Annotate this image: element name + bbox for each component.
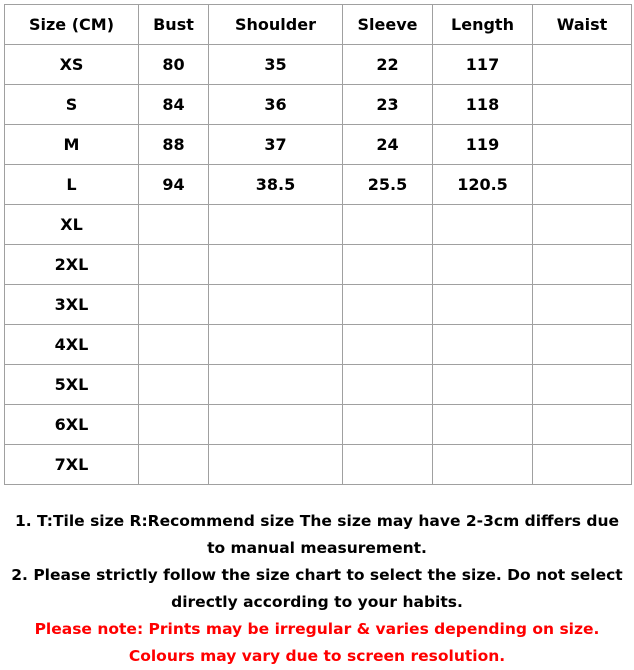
table-row (5, 85, 632, 125)
header-size: Size (CM) (5, 5, 139, 45)
cell-bust (139, 445, 209, 485)
cell-waist (533, 365, 632, 405)
cell-sleeve: 25.5 (343, 165, 433, 205)
cell-waist (533, 245, 632, 285)
cell-sleeve (343, 205, 433, 245)
note-measurement: 1. T:Tile size R:Recommend size The size may have 2-3cm differs due to manual measurement. (14, 512, 620, 557)
table-header-row (5, 5, 632, 45)
table-row (5, 445, 632, 485)
cell-waist (533, 165, 632, 205)
cell-length (433, 365, 533, 405)
cell-size: S (5, 85, 139, 125)
cell-waist (533, 205, 632, 245)
header-bust: Bust (139, 5, 209, 45)
cell-length (433, 205, 533, 245)
cell-size: 2XL (5, 245, 139, 285)
warning-prints: Please note: Prints may be irregular & varies depending on size. (34, 620, 600, 638)
cell-shoulder: 37 (209, 125, 343, 165)
cell-shoulder (209, 325, 343, 365)
cell-waist (533, 405, 632, 445)
header-sleeve: Sleeve (343, 5, 433, 45)
cell-bust (139, 325, 209, 365)
cell-size: 5XL (5, 365, 139, 405)
cell-sleeve: 22 (343, 45, 433, 85)
cell-size: XL (5, 205, 139, 245)
cell-length: 118 (433, 85, 533, 125)
cell-length: 119 (433, 125, 533, 165)
table-row (5, 205, 632, 245)
warning-colours: Colours may vary due to screen resolution. (128, 647, 506, 665)
cell-waist (533, 445, 632, 485)
table-row (5, 165, 632, 205)
cell-size: XS (5, 45, 139, 85)
cell-size: 7XL (5, 445, 139, 485)
cell-waist (533, 325, 632, 365)
cell-bust (139, 405, 209, 445)
cell-sleeve (343, 285, 433, 325)
cell-waist (533, 45, 632, 85)
table-row (5, 245, 632, 285)
cell-bust (139, 285, 209, 325)
table-row (5, 325, 632, 365)
cell-bust (139, 365, 209, 405)
cell-size: L (5, 165, 139, 205)
note-follow-chart: 2. Please strictly follow the size chart to select the size. Do not select directly according to your habits. (11, 566, 623, 611)
cell-length (433, 245, 533, 285)
cell-sleeve (343, 245, 433, 285)
cell-waist (533, 285, 632, 325)
cell-length (433, 285, 533, 325)
table-row (5, 125, 632, 165)
cell-bust: 94 (139, 165, 209, 205)
cell-sleeve (343, 405, 433, 445)
cell-shoulder: 35 (209, 45, 343, 85)
header-length: Length (433, 5, 533, 45)
cell-shoulder (209, 405, 343, 445)
cell-waist (533, 85, 632, 125)
size-notes (0, 508, 634, 670)
cell-length (433, 445, 533, 485)
cell-size: M (5, 125, 139, 165)
cell-bust: 88 (139, 125, 209, 165)
size-chart-table (4, 4, 632, 485)
cell-bust: 80 (139, 45, 209, 85)
cell-length (433, 325, 533, 365)
table-row (5, 285, 632, 325)
table-body (5, 45, 632, 485)
header-shoulder: Shoulder (209, 5, 343, 45)
cell-shoulder (209, 445, 343, 485)
cell-sleeve: 24 (343, 125, 433, 165)
cell-bust: 84 (139, 85, 209, 125)
cell-sleeve (343, 445, 433, 485)
cell-shoulder: 38.5 (209, 165, 343, 205)
table-row (5, 405, 632, 445)
cell-waist (533, 125, 632, 165)
cell-length: 120.5 (433, 165, 533, 205)
cell-bust (139, 205, 209, 245)
cell-sleeve: 23 (343, 85, 433, 125)
cell-bust (139, 245, 209, 285)
cell-sleeve (343, 325, 433, 365)
cell-shoulder (209, 365, 343, 405)
cell-sleeve (343, 365, 433, 405)
cell-shoulder (209, 285, 343, 325)
header-waist: Waist (533, 5, 632, 45)
table-row (5, 45, 632, 85)
cell-size: 6XL (5, 405, 139, 445)
cell-size: 3XL (5, 285, 139, 325)
cell-shoulder (209, 205, 343, 245)
cell-length (433, 405, 533, 445)
cell-length: 117 (433, 45, 533, 85)
cell-shoulder (209, 245, 343, 285)
cell-shoulder: 36 (209, 85, 343, 125)
cell-size: 4XL (5, 325, 139, 365)
table-row (5, 365, 632, 405)
